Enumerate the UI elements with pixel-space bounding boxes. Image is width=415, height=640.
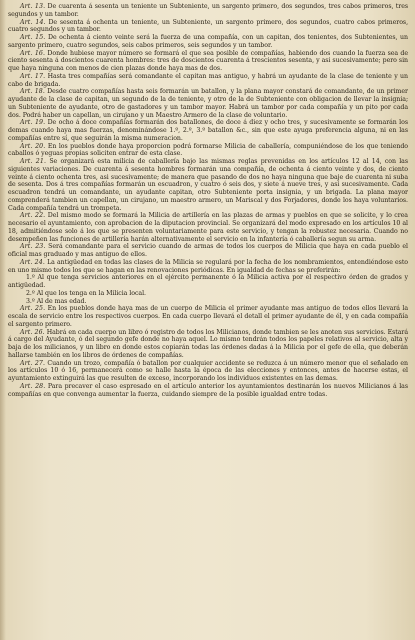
article-label: Art. 14. (20, 18, 46, 26)
article-15 (8, 34, 408, 50)
article-body: En los pueblos donde haya proporcion podrá formarse Milicia de caballería, compuniéndose de los que teniendo caballos ó yeguas propias soliciten entrar de esta clase. (8, 142, 409, 158)
clause-body: Al de mas edad. (36, 297, 87, 305)
article-label: Art. 15. (20, 34, 46, 41)
article-body: Donde hubiese mayor número se formará el que sea posible de compañías, habiendo dos cuando la fuerza sea de ciento sesenta á doscientos cuarenta hombres: tres de doscientos cuarenta á trescientos sesenta, y asi sucesivamente; pero sin que haya ninguna con menos de cien plazas donde haya mas de dos. (8, 49, 408, 72)
article-14 (8, 19, 408, 35)
article-body: La antigüedad en todas las clases de la Milicia se regulará por la fecha de los nombramientos, entendiéndose esto en uno mismo todos los que se hagan en las renovaciones periódicas. En igualdad de fechas se preferirán: (8, 258, 408, 274)
clause-1 (8, 274, 408, 290)
article-body: De ochenta á ciento veinte será la fuerza de una compañía, con un capitan, dos tenientes, dos Subtenientes, un sargento primero, cuatro segundos, seis cabos primeros, seis segundos y un tambor. (8, 34, 408, 49)
article-16 (8, 50, 408, 73)
article-body: Será comandante para el servicio cuando de armas de todos los cuerpos de Milicia que haya en cada pueblo el oficial mas graduado y mas antiguo de ellos. (8, 243, 409, 258)
article-body: Desde cuatro compañías hasta seis formarán un batallon, y la plana mayor constará de comandante, de un primer ayudante de la clase de capitan, un segundo de la de teniente, y otro de la de Subteniente con obligacion de llevar la insignia; un Subteniente de ayudante, otro de gastadores y un tambor mayor. Habrá un tambor por cada compañía y un pito por cada dos. Podrá haber un capellan, un cirujano y un Maestro Armero de la clase de voluntario. (8, 88, 408, 119)
article-label: Art. 18. (20, 88, 45, 96)
article-label: Art. 24. (20, 258, 45, 266)
article-13 (8, 3, 408, 19)
article-body: Del mismo modo se formará la Milicia de artillería en las plazas de armas y pueblos en que se solicite, y lo crea necesario el ayuntamiento, con aprobacion de la diputacion provincial. Se organizará del modo expresado en los artículos 10 al 18, admitiéndose solo á los que se presenten voluntariamente para este servicio, y tengan la robustez necesaria. Cuando no desempeñen las funciones de artillería harán alternativamente el servicio en la infantería ó caballería segun su arma. (8, 212, 408, 243)
clause-label: 2.º (26, 289, 35, 297)
article-label: Art. 23. (20, 243, 46, 251)
article-22 (8, 212, 408, 243)
article-body: Hasta tres compañías será comandante el capitan mas antiguo, y habrá un ayudante de la clase de teniente y un cabo de brigada. (8, 72, 409, 88)
article-label: Art. 21. (20, 158, 47, 165)
article-21 (8, 158, 408, 212)
article-27 (8, 360, 408, 383)
article-label: Art. 22. (20, 212, 46, 220)
article-19 (8, 119, 408, 142)
article-body: Se organizará esta milicia de caballería bajo las mismas reglas prevenidas en los artículos 12 al 14, con las siguientes variaciones. De cuarenta á sesenta hombres formarán una compañía, de ochenta á ciento veinte y dos, de ciento veinte á ciento ochenta tres, asi sucesivamente; de manera que pasando de dos no haya ninguna que baje de cuarenta ni suba de sesenta. Dos á tres compañías formarán un escuadron, y cuatro ó seis dos, y siete á nueve tres, y asi sucesivamente. Cada escuadron tendrá un comandante, un ayudante capitan, otro Subteniente porta insignia, y un brigada. La plana mayor comprenderá tambien un capellan, un cirujano, un maestro armero, un Mariscal y dos Forjadores, donde los haya voluntarios. Cada compañía tendrá un trompeta. (8, 158, 409, 212)
article-label: Art. 26. (20, 328, 45, 336)
article-label: Art. 13. (20, 3, 46, 10)
article-body: Cuando un trozo, compañía ó batallon por cualquier accidente se reduzca á un número menor que el señalado en los artículos 10 ó 16, permanecerá como se halle hasta la época de las elecciones y entonces, antes de hacerse estas, el ayuntamiento extinguirá las que resulten de exceso, incorporando los individuos existentes en las demas. (8, 359, 408, 382)
precedence-clauses (8, 274, 408, 305)
clause-body: Al que tenga servicios anteriores en el ejército permanente ó la Milicia activa por el respectivo órden de grados y antigüedad. (8, 274, 408, 289)
article-18 (8, 88, 408, 119)
article-body: De ocho á doce compañías formarán dos batallones, de doce á diez y ocho tres, y sucesivamente se formarán los demas cuando haya mas fuerzas, denominándose 1.º, 2.º, 3.º batallon &c., sin que este ayuga preferencia alguna, ni en las compañías entre sí, que seguirán la misma numeracion. (8, 119, 408, 142)
article-label: Art. 25. (20, 305, 46, 313)
ordinance-text (8, 3, 408, 398)
article-26 (8, 329, 408, 360)
article-label: Art. 19. (20, 119, 46, 127)
article-label: Art. 16. (20, 49, 46, 57)
article-28 (8, 383, 408, 399)
article-label: Art. 20. (20, 142, 46, 150)
article-label: Art. 27. (20, 359, 46, 367)
clause-body: Al que los tenga en la Milicia local. (36, 289, 146, 297)
clause-2 (8, 290, 408, 298)
clause-label: 1.º (26, 274, 35, 282)
article-25 (8, 305, 408, 328)
article-body: Para precaver el caso espresado en el artículo anterior los ayuntamientos destinarán los nuevos Milicianos á las compañías en que convenga aumentar la fuerza, cuidando siempre de la posible igualdad entre todas. (8, 382, 408, 398)
article-label: Art. 17. (20, 72, 46, 80)
article-body: De sesenta á ochenta un teniente, un Subteniente, un sargento primero, dos segundos, cuatro cabos primeros, cuatro segundos y un tambor. (8, 18, 408, 34)
article-body: De cuarenta á sesenta un teniente un Subteniente, un sargento primero, dos segundos, tres cabos primeros, tres segundos y un tambor. (8, 3, 408, 18)
article-17 (8, 73, 408, 89)
article-body: Habrá en cada cuerpo un libro ó registro de todos los Milicianos, donde tambien se les anoten sus servicios. Estará á cargo del Ayudante, ó del segundo gefe donde no haya aquel. Lo mismo tendrán todos los papeles relativos al servicio, alta y baja de los milicianos, y un libro en donde estos copiarán todas las órdenes dadas á la Milicia por el gefe de ella, que deberán hallarse también en los libros de órdenes de compañías. (8, 328, 409, 359)
article-24 (8, 259, 408, 275)
clause-label: 3.º (26, 297, 35, 305)
article-label: Art. 28. (20, 382, 46, 390)
article-body: En los pueblos donde haya mas de un cuerpo de Milicia el primer ayudante mas antiguo de todos ellos llevará la escala de servicio entre los respectivos cuerpos. En cada cuerpo llevará el detall el primer ayudante de él, y en cada compañía el sargento primero. (8, 305, 408, 328)
article-20 (8, 143, 408, 159)
clause-3 (8, 298, 408, 306)
article-23 (8, 243, 408, 259)
